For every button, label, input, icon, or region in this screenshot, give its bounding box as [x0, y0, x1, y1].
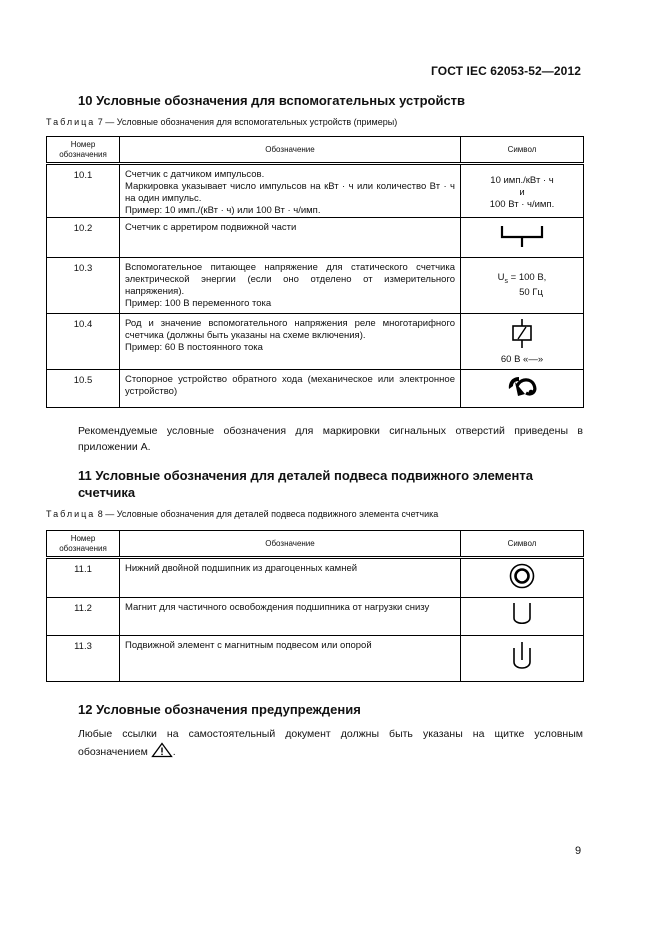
note-text: Рекомендуемые условные обозначения для маркировки сигнальных отверстий приведены в приложении А.	[78, 425, 583, 453]
section-10-title: 10 Условные обозначения для вспомогательных устройств	[78, 93, 466, 108]
row-number: 11.3	[47, 636, 120, 682]
row-symbol	[461, 370, 584, 408]
row-line: Пример: 100 В переменного тока	[125, 298, 272, 309]
row-line: Пример: 10 имп./(кВт · ч) или 100 Вт · ч/имп.	[125, 205, 321, 216]
row-symbol	[461, 598, 584, 636]
relay-icon	[510, 318, 534, 350]
row-line: Пример: 60 В постоянного тока	[125, 342, 263, 353]
section-12-title: 12 Условные обозначения предупреждения	[78, 702, 361, 717]
row-number: 10.2	[47, 218, 120, 258]
row-line: Счетчик с арретиром подвижной части	[125, 222, 297, 233]
row-symbol	[461, 314, 584, 370]
col-symbol-header: Символ	[461, 531, 584, 558]
warning-triangle-icon	[151, 742, 173, 758]
table-row	[47, 370, 584, 408]
section-12-text	[78, 726, 583, 760]
table-7-caption-text: 7 — Условные обозначения для вспомогательных устройств (примеры)	[95, 117, 398, 127]
row-line: Счетчик с датчиком импульсов.	[125, 169, 265, 180]
table-row	[47, 314, 584, 370]
row-designation: Нижний двойной подшипник из драгоценных камней	[120, 558, 461, 598]
magnetic-suspension-icon	[510, 640, 534, 674]
row-number: 11.1	[47, 558, 120, 598]
row-number: 11.2	[47, 598, 120, 636]
section-10-note	[78, 423, 583, 455]
symbol-subscript: s	[504, 277, 509, 285]
table-row	[47, 258, 584, 314]
row-number: 10.1	[47, 164, 120, 218]
row-line: Маркировка указывает число импульсов на кВт · ч или количество Вт · ч на один импульс.	[125, 181, 455, 204]
magnet-bearing-icon	[510, 600, 534, 630]
row-symbol	[461, 636, 584, 682]
table-7	[46, 136, 584, 408]
document-header: ГОСТ IEC 62053-52—2012	[431, 64, 581, 78]
table-7-caption-prefix: Таблица	[46, 117, 96, 127]
table-8-caption-prefix: Таблица	[46, 509, 96, 519]
row-designation: Подвижной элемент с магнитным подвесом или опорой	[120, 636, 461, 682]
table-8-header-row	[47, 531, 584, 558]
table-row	[47, 218, 584, 258]
row-designation	[120, 314, 461, 370]
arrester-icon	[497, 223, 547, 249]
col-number-header: Номер обозначения	[47, 137, 120, 164]
table-8	[46, 530, 584, 682]
section-12-end: .	[172, 746, 176, 758]
table-8-caption-text: 8 — Условные обозначения для деталей подвеса подвижного элемента счетчика	[95, 509, 439, 519]
row-number: 10.3	[47, 258, 120, 314]
symbol-line: 100 Вт · ч/имп.	[489, 198, 555, 210]
row-designation	[120, 164, 461, 218]
symbol-value: = 100 В,	[508, 271, 547, 283]
table-8-caption	[46, 509, 438, 519]
double-jewel-bearing-icon	[508, 562, 536, 590]
row-line: Род и значение вспомогательного напряжения реле многотарифного счетчика (должны быть указаны на схеме включения).	[125, 318, 455, 341]
page-number: 9	[575, 845, 582, 857]
backstop-icon	[505, 374, 539, 400]
symbol-line: 60 В «—»	[500, 354, 544, 365]
row-symbol	[461, 164, 584, 218]
row-designation	[120, 258, 461, 314]
symbol-u: U	[497, 271, 505, 283]
col-number-header: Номер обозначения	[47, 531, 120, 558]
row-number: 10.4	[47, 314, 120, 370]
section-12-body: Любые ссылки на самостоятельный документ должны быть указаны на щитке условным обозначением	[78, 728, 583, 758]
row-designation	[120, 370, 461, 408]
row-symbol	[461, 558, 584, 598]
symbol-line: 10 имп./кВт · ч	[490, 174, 554, 186]
row-line: Стопорное устройство обратного хода (механическое или электронное устройство)	[125, 374, 455, 397]
symbol-line	[461, 272, 583, 288]
row-designation: Магнит для частичного освобождения подшипника от нагрузки снизу	[120, 598, 461, 636]
row-symbol	[461, 218, 584, 258]
col-symbol-header: Символ	[461, 137, 584, 164]
table-7-header-row	[47, 137, 584, 164]
row-number: 10.5	[47, 370, 120, 408]
col-designation-header: Обозначение	[120, 137, 461, 164]
row-designation	[120, 218, 461, 258]
row-line: Вспомогательное питающее напряжение для статического счетчика электрической энергии (если оно отделено от измерительного напряжения).	[125, 262, 455, 297]
table-row	[47, 164, 584, 218]
table-7-caption	[46, 117, 397, 127]
col-designation-header: Обозначение	[120, 531, 461, 558]
row-symbol	[461, 258, 584, 314]
table-row	[47, 636, 584, 682]
symbol-line: 50 Гц	[519, 287, 543, 299]
table-row	[47, 558, 584, 598]
table-row	[47, 598, 584, 636]
section-11-title: 11 Условные обозначения для деталей подвеса подвижного элемента счетчика	[78, 468, 533, 500]
symbol-line: и	[519, 186, 525, 198]
